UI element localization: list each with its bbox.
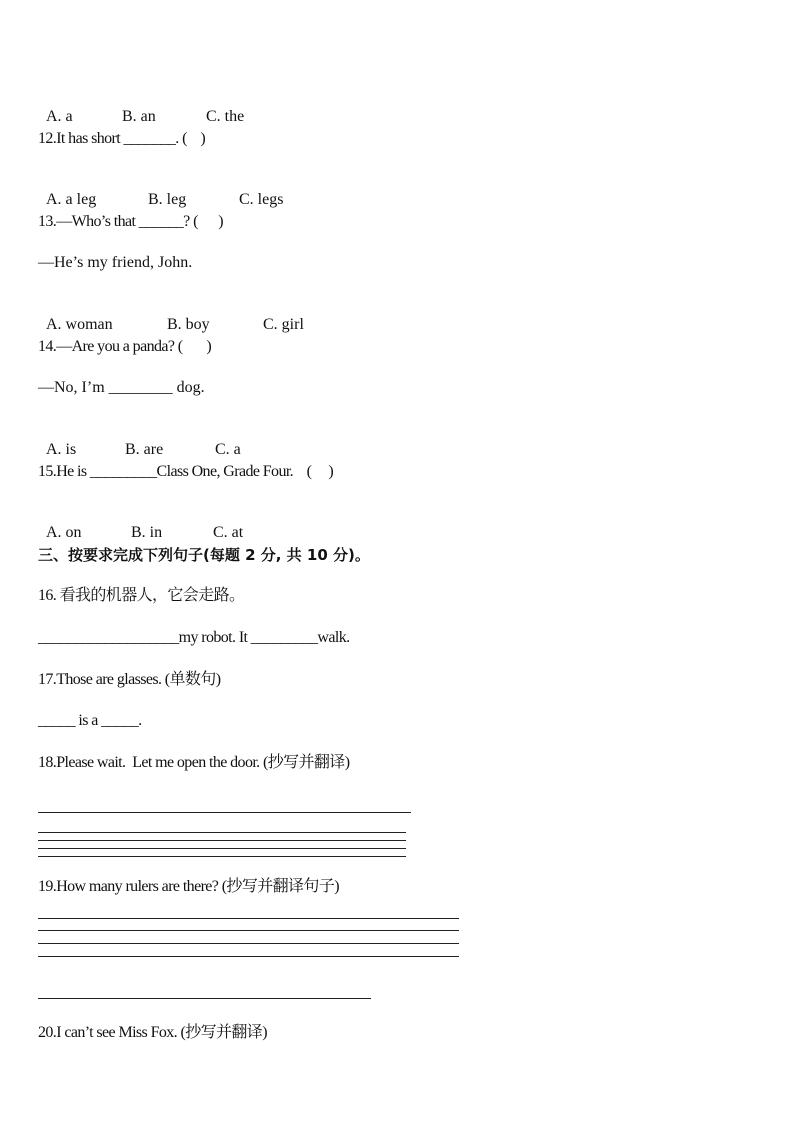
section-3-heading: 三、按要求完成下列句子(每题 2 分, 共 10 分)。 [38,546,370,564]
q19-stem: 19.How many rulers are there? (抄写并翻译句子) [38,878,339,895]
writing-line [38,956,459,957]
writing-line [38,832,406,833]
writing-line [38,918,459,919]
q12-option-c: C. legs [239,191,284,208]
writing-line [38,998,371,999]
q17-answer-line: _____ is a _____. [38,712,142,729]
writing-line [38,848,406,849]
q13-stem: 13.—Who’s that ______? ( ) [38,213,223,230]
q13-option-c: C. girl [263,316,304,333]
writing-line [38,812,411,813]
q14-options [38,420,241,460]
q14-option-c: C. a [215,441,241,458]
q12-option-b: B. leg [148,191,187,208]
q11-option-c: C. the [206,108,245,125]
q16-answer-line: ___________________my robot. It _________walk. [38,629,350,646]
q15-option-a: A. on [46,524,82,541]
q14-reply: —No, I’m ________ dog. [38,379,205,396]
q15-option-c: C. at [213,524,244,541]
q18-stem: 18.Please wait. Let me open the door. (抄写并翻译) [38,754,350,771]
q12-stem: 12.It has short _______. ( ) [38,130,206,147]
q13-option-b: B. boy [167,316,210,333]
q15-option-b: B. in [131,524,163,541]
q13-reply: —He’s my friend, John. [38,254,193,271]
q16-stem: 16. 看我的机器人，它会走路。 [38,587,245,604]
writing-line [38,856,406,857]
q14-option-a: A. is [46,441,77,458]
q20-stem: 20.I can’t see Miss Fox. (抄写并翻译) [38,1024,267,1041]
writing-line [38,930,459,931]
q15-options [38,503,243,543]
q15-stem: 15.He is _________Class One, Grade Four. ( ) [38,463,334,480]
q12-option-a: A. a leg [46,191,97,208]
writing-line [38,943,459,944]
writing-line [38,840,406,841]
q13-option-a: A. woman [46,316,113,333]
q11-option-b: B. an [122,108,156,125]
q11-options [38,87,244,127]
q14-option-b: B. are [125,441,164,458]
q13-options [38,295,304,335]
q12-options [38,170,283,210]
q14-stem: 14.—Are you a panda? ( ) [38,338,212,355]
q17-stem: 17.Those are glasses. (单数句) [38,671,221,688]
q11-option-a: A. a [46,108,73,125]
